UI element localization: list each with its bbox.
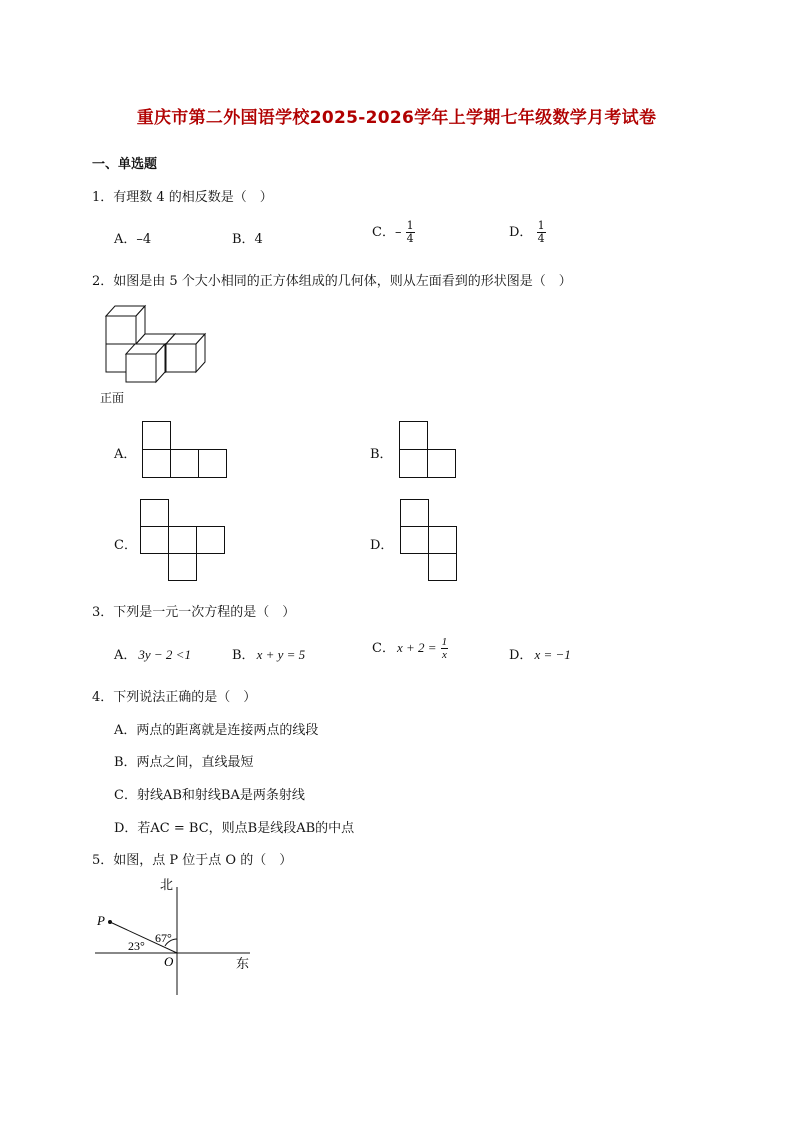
q2-option-d-figure[interactable] — [400, 499, 460, 583]
q1-c-numerator: 1 — [406, 219, 414, 232]
q2-option-c-figure[interactable] — [140, 499, 228, 583]
q1-d-denominator: 4 — [537, 232, 545, 245]
q2-front-label: 正面 — [100, 391, 125, 405]
q1-option-c[interactable] — [372, 220, 415, 245]
section-heading: 一、单选题 — [92, 157, 158, 172]
q2-option-c-label[interactable]: C． — [114, 538, 137, 553]
q3-c-numerator: 1 — [441, 636, 448, 648]
q3-option-b-label: B． — [232, 648, 255, 663]
q1-stem: 1．有理数 4 的相反数是（ ） — [92, 190, 273, 205]
q4-option-a[interactable]: A．两点的距离就是连接两点的线段 — [114, 723, 319, 738]
q2-stem: 2．如图是由 5 个大小相同的正方体组成的几何体，则从左面看到的形状图是（ ） — [92, 274, 572, 289]
q3-option-c-label: C． — [372, 641, 395, 656]
q2-option-b-label[interactable]: B． — [370, 447, 393, 462]
q2-cube-figure — [100, 300, 215, 390]
angle-67-label: 67° — [155, 931, 172, 945]
q1-option-a[interactable]: A．–4 — [114, 232, 152, 247]
q3-option-a[interactable] — [114, 644, 191, 663]
q1-option-d-fraction — [537, 220, 546, 245]
q4-option-b[interactable]: B．两点之间，直线最短 — [114, 755, 254, 770]
q1-option-c-prefix: C．– — [372, 225, 402, 240]
q2-option-b-figure[interactable] — [399, 421, 459, 479]
q3-stem: 3．下列是一元一次方程的是（ ） — [92, 605, 296, 620]
q1-option-d-prefix: D． — [509, 225, 533, 240]
q1-c-denominator: 4 — [406, 232, 414, 245]
q3-option-d[interactable] — [509, 644, 571, 663]
q3-option-a-expr: 3y − 2 <1 — [138, 647, 191, 662]
page-title: 重庆市第二外国语学校2025-2026学年上学期七年级数学月考试卷 — [136, 108, 657, 128]
q4-stem: 4．下列说法正确的是（ ） — [92, 690, 257, 705]
point-p-dot — [108, 920, 112, 924]
q1-option-c-fraction — [406, 220, 415, 245]
q3-option-d-label: D． — [509, 648, 533, 663]
q3-option-b[interactable] — [232, 644, 305, 663]
q3-c-denominator: x — [441, 649, 447, 661]
point-o-label: O — [164, 954, 174, 969]
q1-option-d[interactable] — [509, 220, 546, 245]
q3-option-d-expr: x = −1 — [534, 647, 571, 662]
q3-option-b-expr: x + y = 5 — [256, 647, 306, 662]
q3-option-c[interactable] — [372, 636, 448, 661]
q5-stem: 5．如图，点 P 位于点 O 的（ ） — [92, 853, 293, 868]
q3-option-a-label: A． — [114, 648, 137, 663]
north-label: 北 — [160, 878, 174, 893]
q1-option-b[interactable]: B．4 — [232, 232, 263, 247]
q5-direction-figure — [90, 875, 260, 1000]
q1-d-numerator: 1 — [537, 219, 545, 232]
angle-23-label: 23° — [128, 939, 145, 953]
q2-option-d-label[interactable]: D． — [370, 538, 394, 553]
east-label: 东 — [236, 957, 250, 972]
q3-option-c-fraction — [441, 636, 449, 661]
point-p-label: P — [97, 913, 105, 928]
q3-option-c-expr: x + 2 = — [396, 640, 437, 655]
q4-option-c[interactable]: C．射线AB和射线BA是两条射线 — [114, 788, 305, 803]
q4-option-d[interactable]: D．若AC = BC，则点B是线段AB的中点 — [114, 821, 355, 836]
q2-option-a-figure[interactable] — [142, 421, 230, 479]
q2-option-a-label[interactable]: A． — [114, 447, 137, 462]
